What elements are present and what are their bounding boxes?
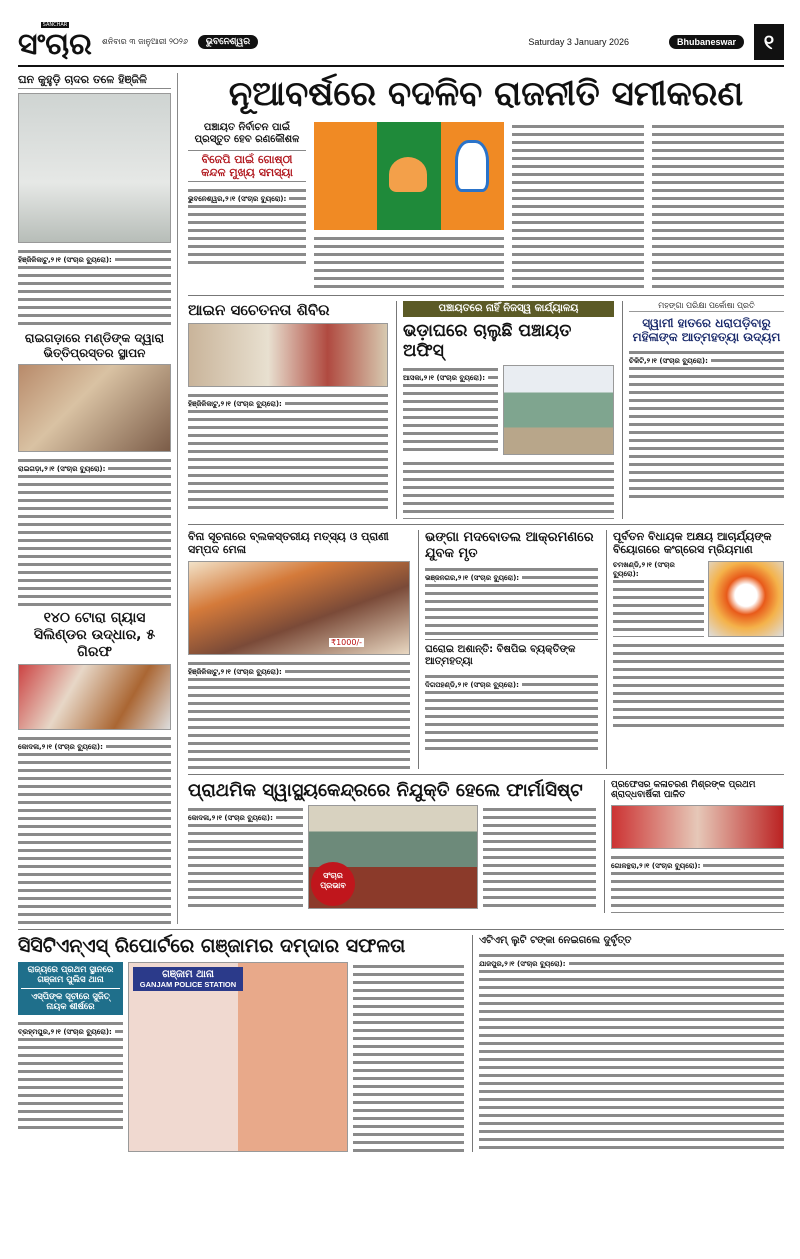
professor-text: ଗୋଳନ୍ଥରା,୨।୧ (ସଂଚାର ବ୍ୟୁରୋ): [611, 853, 784, 913]
wife-kicker: ମହଙ୍ଗା ପରିକ୍ଷା ପର୍କୋଷା ପ୍ରତି [629, 301, 784, 312]
cheque-amount: ₹1000/- [331, 637, 363, 647]
law-camp-headline: ଆଇନ ସଚେତନତା ଶିବିର [188, 300, 330, 319]
left-column [18, 73, 178, 924]
wife-headline: ସ୍ୱାମୀ ହାତରେ ଧରାପଡ଼ିବାରୁ ମହିଳାଙ୍କ ଆତ୍ମହତ୍ୟା ଉଦ୍ୟମ [632, 315, 781, 344]
sign-english: GANJAM POLICE STATION [139, 980, 237, 990]
party-symbols-graphic [314, 122, 504, 230]
page-number: ୧ [754, 24, 784, 60]
edition-badge: Bhubaneswar [669, 35, 744, 49]
pharmacist-text-col2 [483, 805, 596, 909]
gas-photo [18, 664, 171, 730]
cctns-highlight-2: ଏସ୍‌ପିଙ୍କ ସୂଚୀରେ ସୁଜିତ୍ ନାୟକ ଶୀର୍ଷରେ [31, 992, 110, 1013]
panchayat-banner: ପଞ୍ଚାୟତରେ ନାହିଁ ନିଜସ୍ୱ କାର୍ଯ୍ୟାଳୟ [403, 301, 614, 317]
bottle-attack-headline: ଭଙ୍ଗା ମଦବୋତଲ ଆକ୍ରମଣରେ ଯୁବକ ମୃତ [425, 530, 594, 561]
former-mla-text [613, 641, 784, 731]
divider [188, 774, 784, 914]
cctns-text-col1: ବ୍ରହ୍ମପୁର,୨।୧ (ସଂଚାର ବ୍ୟୁରୋ): [18, 1019, 123, 1129]
bjd-panel [314, 122, 377, 230]
lead-subheadline: ବିଜେପି ପାଇଁ ଗୋଷ୍ଠୀ କନ୍ଦଳ ମୁଖ୍ୟ ସମସ୍ୟା [188, 150, 306, 182]
bjp-panel [377, 122, 440, 230]
panchayat-text-col1: ଆସକା,୨।୧ (ସଂଚାର ବ୍ୟୁରୋ): [403, 365, 498, 455]
logo-block [18, 22, 92, 61]
raigada-headline: ରାଇଗଡ଼ାରେ ମଣ୍ଡିଙ୍କ ଦ୍ୱାରା ଭିତ୍ତିପ୍ରସ୍ତର ସ୍ଥାପନ [24, 331, 165, 360]
date-odia: ଶନିବାର ୩ ଜାନୁଆରୀ ୨୦୨୬ [101, 36, 188, 46]
former-mla-text-col: ଚମଖଣ୍ଡି,୨।୧ (ସଂଚାର ବ୍ୟୁରୋ): [613, 561, 704, 637]
fog-story-text: ହିଞ୍ଜିଳିକାଟୁ,୨।୧ (ସଂଚାର ବ୍ୟୁରୋ): [18, 247, 171, 327]
lead-kicker: ପଞ୍ଚାୟତ ନିର୍ବାଚନ ପାଇଁ ପ୍ରସ୍ତୁତ ହେବ ରଣକୌଶଳ [194, 121, 300, 145]
cctns-text-col2 [353, 962, 464, 1152]
divider [18, 929, 784, 1152]
masthead [18, 22, 784, 67]
health-centre-photo [308, 805, 478, 909]
gas-headline: ୧୪୦ ଟୋରା ଗ୍ୟାସ ସିଲିଣ୍ଡର ଉଦ୍ଧାର, ୫ ଗିରଫ [33, 609, 156, 660]
professor-headline: ପ୍ରଫେସର କଳାଚରଣ ମିଶ୍ରଙ୍କ ପ୍ରଥମ ଶ୍ରାଦ୍ଧବାର୍ଷିକୀ ପାଳିତ [611, 779, 756, 801]
sign-odia: ଗଞ୍ଜାମ ଥାନା [162, 969, 214, 981]
logo-small-text: SANCHAR [42, 22, 68, 28]
former-mla-photo [708, 561, 784, 637]
city-badge: ଭୁବନେଶ୍ୱର [198, 35, 258, 49]
raigada-photo [18, 364, 171, 452]
lead-story-text-col3 [512, 122, 644, 290]
fish-fair-text: ହିଞ୍ଜିଳିକାଟୁ,୨।୧ (ସଂଚାର ବ୍ୟୁରୋ): [188, 659, 410, 769]
fog-headline: ଘନ କୁହୁଡ଼ି ଚାଦର ତଳେ ହିଞ୍ଜିଳି [18, 73, 171, 89]
cctns-highlight-box [18, 962, 123, 1015]
cctns-highlight-1: ରାଜ୍ୟରେ ପ୍ରଥମ ସ୍ଥାନରେ ଗଞ୍ଜାମ ପୁଲିସ ଥାନା [21, 965, 120, 989]
fish-fair-photo [188, 561, 410, 655]
lead-story-text-col1: ଭୁବନେଶ୍ୱର,୨।୧ (ସଂଚାର ବ୍ୟୁରୋ): [188, 186, 306, 266]
police-sign [133, 967, 243, 991]
panchayat-text-cols [403, 459, 614, 519]
former-mla-headline: ପୂର୍ବତନ ବିଧାୟକ ଅକ୍ଷୟ ଆଚାର୍ଯ୍ୟଙ୍କ ବିୟୋଗରେ କଂଗ୍ରେସ ମ୍ରିୟମାଣ [613, 530, 772, 557]
lead-headline: ନୂଆବର୍ଷରେ ବଦଳିବ ରାଜନୀତି ସମୀକରଣ [228, 74, 744, 114]
wife-story-text: ଚିକିଟି,୨।୧ (ସଂଚାର ବ୍ୟୁରୋ): [629, 348, 784, 498]
law-camp-text: ହିଞ୍ଜିଳିକାଟୁ,୨।୧ (ସଂଚାର ବ୍ୟୁରୋ): [188, 391, 388, 511]
gas-story-text: କୋଦଳା,୨।୧ (ସଂଚାର ବ୍ୟୁରୋ): [18, 734, 171, 924]
date-english: Saturday 3 January 2026 [528, 36, 629, 47]
pharmacist-text-col1: କୋଦଳା,୨।୧ (ସଂଚାର ବ୍ୟୁରୋ): [188, 805, 303, 909]
panchayat-headline: ଭଡ଼ାଘରେ ଚାଲୁଛି ପଞ୍ଚାୟତ ଅଫିସ୍ [403, 320, 572, 361]
divider [188, 295, 784, 520]
fog-photo [18, 93, 171, 243]
raigada-story-text: ରାଇଗଡ଼ା,୨।୧ (ସଂଚାର ବ୍ୟୁରୋ): [18, 456, 171, 606]
main-area [188, 73, 784, 924]
police-station-photo [128, 962, 348, 1152]
suicide-headline: ଘରୋଇ ଅଶାନ୍ତି: ବିଷପିଇ ବ୍ୟକ୍ତିଙ୍କ ଆତ୍ମହତ୍ୟା [425, 639, 598, 668]
pharmacist-headline: ପ୍ରାଥମିକ ସ୍ୱାସ୍ଥ୍ୟକେନ୍ଦ୍ରରେ ନିଯୁକ୍ତି ହେଲେ ଫାର୍ମାସିଷ୍ଟ [188, 779, 583, 801]
cctns-headline: ସିସିଟିଏନ୍ଏସ୍ ରିପୋର୍ଟରେ ଗଞ୍ଜାମର ଦମ୍ଦାର ସଫଳତା [18, 935, 406, 958]
law-camp-photo [188, 323, 388, 387]
suicide-text: ଦିଗପହଣ୍ଡି,୨।୧ (ସଂଚାର ବ୍ୟୁରୋ): [425, 672, 598, 752]
lead-story-text-col2 [314, 234, 504, 290]
impact-badge: ସଂଚାର ପ୍ରଭାବ [311, 862, 355, 906]
panchayat-office-photo [503, 365, 614, 455]
atm-headline: ଏଟିଏମ୍ ଲୁଟି ଟଙ୍କା ନେଇଗଲେ ଦୁର୍ବୃତ୍ତ [479, 935, 632, 947]
bottle-attack-text: ଭଞ୍ଜନଗର,୨।୧ (ସଂଚାର ବ୍ୟୁରୋ): [425, 565, 598, 635]
congress-panel [441, 122, 504, 230]
fish-fair-headline: ବିନା ସୂଚନାରେ ବ୍ଲକସ୍ତରୀୟ ମତ୍ସ୍ୟ ଓ ପ୍ରାଣୀ ସମ୍ପଦ ମେଳା [188, 530, 389, 557]
lead-story-text-col4 [652, 122, 784, 290]
divider [188, 524, 784, 768]
masthead-logo: ସଂଚାର [18, 27, 92, 62]
professor-photo [611, 805, 784, 849]
atm-text: ଯାଜପୁର,୨।୧ (ସଂଚାର ବ୍ୟୁରୋ): [479, 951, 784, 1151]
